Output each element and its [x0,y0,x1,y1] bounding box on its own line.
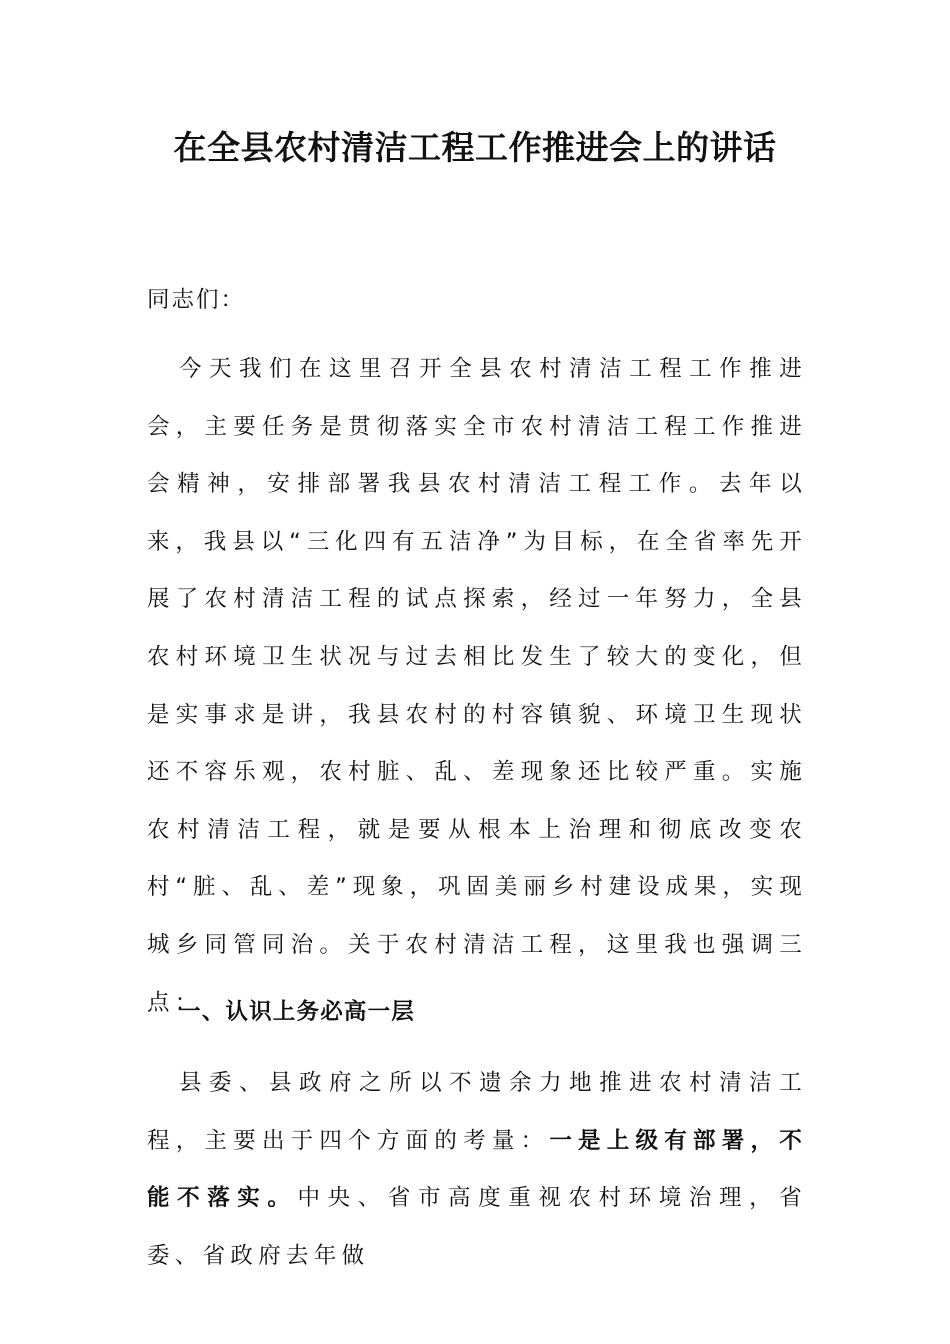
paragraph-intro: 今天我们在这里召开全县农村清洁工程工作推进会，主要任务是贯彻落实全市农村清洁工程工作推进会精神，安排部署我县农村清洁工程工作。去年以来，我县以“三化四有五洁净”为目标，在全省率先开展了农村清洁工程的试点探索，经过一年努力，全县农村环境卫生状况与过去相比发生了较大的变化，但是实事求是讲，我县农村的村容镇貌、环境卫生现状还不容乐观，农村脏、乱、差现象还比较严重。实施农村清洁工程，就是要从根本上治理和彻底改变农村“脏、乱、差”现象，巩固美丽乡村建设成果，实现城乡同管同治。关于农村清洁工程，这里我也强调三点： [147,356,807,1016]
paragraph-section-1-lead: 一是上级有部署，不能不落实。 [147,1127,808,1212]
section-heading-1: 一、认识上务必高一层 [178,999,416,1025]
paragraph-section-1-rest: 中央、省市高度重视农村环境治理，省委、省政府去年做 [147,1185,807,1269]
paragraph-section-1-start: 县委、县政府之所以不遗余力地推进农村清洁工程，主要出于四个方面的考量： [147,1070,807,1154]
paragraph-section-1 [147,1055,807,1285]
document-title: 在全县农村清洁工程工作推进会上的讲话 [173,128,777,167]
greeting: 同志们： [147,287,246,313]
